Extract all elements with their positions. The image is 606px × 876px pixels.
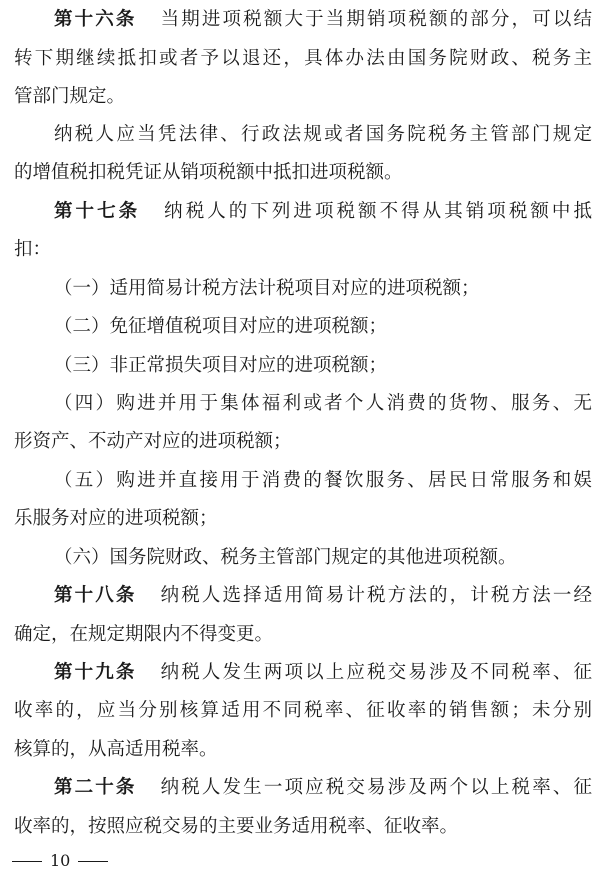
article-16-para2-line-2: 的增值税扣税凭证从销项税额中抵扣进项税额。 (14, 162, 403, 183)
article-20-number: 第二十条 (54, 777, 137, 798)
article-17-item-1: （一）适用简易计税方法计税项目对应的进项税额； (54, 278, 480, 299)
article-17-item-4-line-2: 形资产、不动产对应的进项税额； (14, 431, 292, 452)
article-19-line-2: 收率的，应当分别核算适用不同税率、征收率的销售额；未分别 (14, 700, 592, 721)
page-number-right-dash (78, 861, 108, 862)
article-16-line-3: 管部门规定。 (14, 86, 126, 107)
article-19-number: 第十九条 (54, 662, 137, 683)
article-17-item-3: （三）非正常损失项目对应的进项税额； (54, 355, 388, 376)
page-number (12, 850, 108, 872)
article-16-text-1: 当期进项税额大于当期销项税额的部分，可以结 (160, 9, 592, 30)
article-17-line-1 (54, 199, 592, 225)
article-16-line-2: 转下期继续抵扣或者予以退还，具体办法由国务院财政、税务主 (14, 48, 592, 69)
article-16-para2-line-1: 纳税人应当凭法律、行政法规或者国务院税务主管部门规定 (54, 124, 592, 145)
article-17-item-5-line-1: （五）购进并直接用于消费的餐饮服务、居民日常服务和娱 (54, 470, 592, 491)
article-17-number: 第十七条 (54, 201, 141, 222)
article-20-text-1: 纳税人发生一项应税交易涉及两个以上税率、征 (160, 777, 592, 798)
page-number-value: 10 (50, 851, 71, 870)
article-20-line-1 (54, 775, 592, 801)
article-17-text-1: 纳税人的下列进项税额不得从其销项税额中抵 (164, 201, 592, 222)
article-17-item-4-line-1: （四）购进并用于集体福利或者个人消费的货物、服务、无 (54, 393, 592, 414)
article-18-line-1 (54, 583, 592, 609)
article-18-line-2: 确定，在规定期限内不得变更。 (14, 624, 274, 645)
article-19-line-3: 核算的，从高适用税率。 (14, 739, 218, 760)
article-17-item-5-line-2: 乐服务对应的进项税额； (14, 508, 218, 529)
article-16-line-1 (54, 7, 592, 33)
article-18-number: 第十八条 (54, 585, 137, 606)
page-number-left-dash (12, 861, 42, 862)
article-20-line-2: 收率的，按照应税交易的主要业务适用税率、征收率。 (14, 816, 459, 837)
article-17-item-2: （二）免征增值税项目对应的进项税额； (54, 316, 388, 337)
article-17-line-2: 扣： (14, 239, 52, 260)
article-18-text-1: 纳税人选择适用简易计税方法的，计税方法一经 (160, 585, 592, 606)
article-19-line-1 (54, 660, 592, 686)
article-17-item-6: （六）国务院财政、税务主管部门规定的其他进项税额。 (54, 547, 517, 568)
article-16-number: 第十六条 (54, 9, 137, 30)
article-19-text-1: 纳税人发生两项以上应税交易涉及不同税率、征 (160, 662, 592, 683)
